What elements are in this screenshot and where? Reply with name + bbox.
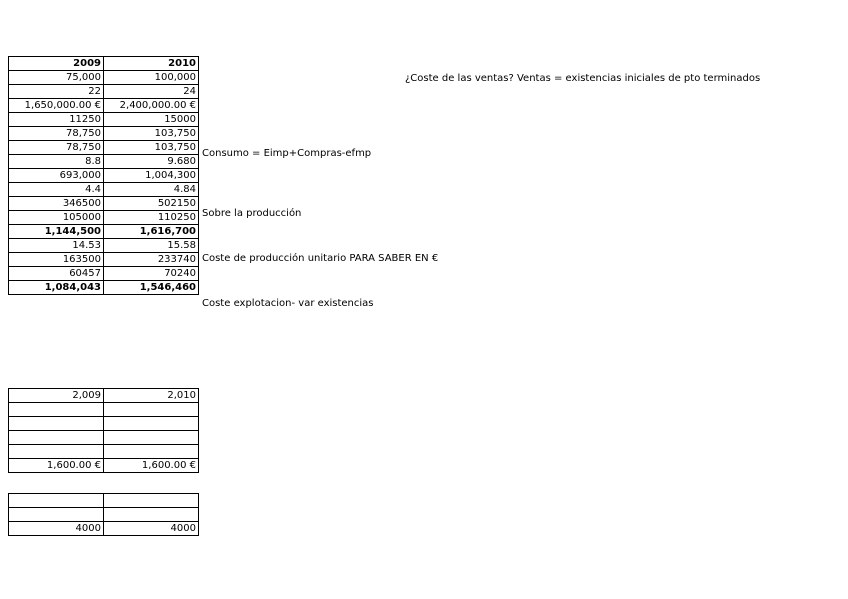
third-data-table (8, 493, 199, 536)
table-cell[interactable]: 1,144,500 (9, 225, 104, 239)
table-row (9, 169, 199, 183)
note-consumo[interactable]: Consumo = Eimp+Compras-efmp (202, 148, 372, 159)
table-row (9, 225, 199, 239)
table-cell[interactable]: 4000 (9, 522, 104, 536)
table-cell[interactable] (104, 403, 199, 417)
table-cell[interactable]: 9.680 (104, 155, 199, 169)
second-data-table (8, 388, 199, 473)
table-row (9, 445, 199, 459)
table-cell[interactable]: 502150 (104, 197, 199, 211)
table-row (9, 389, 199, 403)
table-cell[interactable]: 2,400,000.00 € (104, 99, 199, 113)
table-cell[interactable] (9, 417, 104, 431)
table-row (9, 57, 199, 71)
table-cell[interactable]: 70240 (104, 267, 199, 281)
table-row (9, 183, 199, 197)
table-cell[interactable]: 78,750 (9, 141, 104, 155)
note-coste-unitario[interactable]: Coste de producción unitario PARA SABER EN € (202, 253, 439, 264)
table-row (9, 522, 199, 536)
table-cell[interactable]: 14.53 (9, 239, 104, 253)
main-data-table (8, 56, 199, 295)
table-cell[interactable]: 8.8 (9, 155, 104, 169)
table-cell[interactable]: 110250 (104, 211, 199, 225)
table-cell[interactable]: 693,000 (9, 169, 104, 183)
table-row (9, 253, 199, 267)
table-row (9, 508, 199, 522)
table-row (9, 113, 199, 127)
table-row (9, 85, 199, 99)
table-row (9, 141, 199, 155)
table-cell[interactable]: 103,750 (104, 127, 199, 141)
table-cell[interactable] (9, 431, 104, 445)
table-cell[interactable]: 2,010 (104, 389, 199, 403)
table-cell[interactable]: 1,004,300 (104, 169, 199, 183)
table-cell[interactable] (9, 403, 104, 417)
table-cell[interactable] (104, 508, 199, 522)
table-cell[interactable]: 15000 (104, 113, 199, 127)
note-coste-explotacion[interactable]: Coste explotacion- var existencias (202, 298, 374, 309)
table-row (9, 239, 199, 253)
table-cell[interactable]: 1,650,000.00 € (9, 99, 104, 113)
table-cell[interactable]: 4.4 (9, 183, 104, 197)
table-cell[interactable]: 15.58 (104, 239, 199, 253)
table-cell[interactable] (104, 431, 199, 445)
table-row (9, 267, 199, 281)
table-cell[interactable] (9, 508, 104, 522)
table-cell[interactable]: 22 (9, 85, 104, 99)
table-row (9, 71, 199, 85)
table-cell[interactable]: 1,546,460 (104, 281, 199, 295)
table-row (9, 155, 199, 169)
table-cell[interactable]: 11250 (9, 113, 104, 127)
table-cell[interactable]: 75,000 (9, 71, 104, 85)
table-row (9, 197, 199, 211)
table-cell[interactable]: 1,600.00 € (9, 459, 104, 473)
table-cell[interactable] (9, 494, 104, 508)
table-cell[interactable]: 163500 (9, 253, 104, 267)
table-cell[interactable]: 4000 (104, 522, 199, 536)
table-row (9, 99, 199, 113)
table-cell[interactable] (104, 494, 199, 508)
table-row (9, 494, 199, 508)
table-row (9, 211, 199, 225)
table-cell[interactable] (104, 417, 199, 431)
table-row (9, 127, 199, 141)
table-cell[interactable]: 78,750 (9, 127, 104, 141)
table-cell[interactable]: 60457 (9, 267, 104, 281)
note-produccion[interactable]: Sobre la producción (202, 208, 302, 219)
table-cell[interactable]: 2010 (104, 57, 199, 71)
table-cell[interactable]: 1,084,043 (9, 281, 104, 295)
table-cell[interactable]: 1,600.00 € (104, 459, 199, 473)
table-cell[interactable] (9, 445, 104, 459)
table-cell[interactable]: 2009 (9, 57, 104, 71)
table-cell[interactable]: 4.84 (104, 183, 199, 197)
table-cell[interactable]: 2,009 (9, 389, 104, 403)
note-coste-ventas[interactable]: ¿Coste de las ventas? Ventas = existencias iniciales de pto terminados (405, 73, 761, 84)
table-cell[interactable]: 24 (104, 85, 199, 99)
table-row (9, 459, 199, 473)
table-cell[interactable]: 105000 (9, 211, 104, 225)
table-cell[interactable] (104, 445, 199, 459)
table-row (9, 431, 199, 445)
table-cell[interactable]: 1,616,700 (104, 225, 199, 239)
table-row (9, 403, 199, 417)
table-row (9, 417, 199, 431)
table-cell[interactable]: 346500 (9, 197, 104, 211)
table-cell[interactable]: 103,750 (104, 141, 199, 155)
table-row (9, 281, 199, 295)
table-cell[interactable]: 100,000 (104, 71, 199, 85)
table-cell[interactable]: 233740 (104, 253, 199, 267)
